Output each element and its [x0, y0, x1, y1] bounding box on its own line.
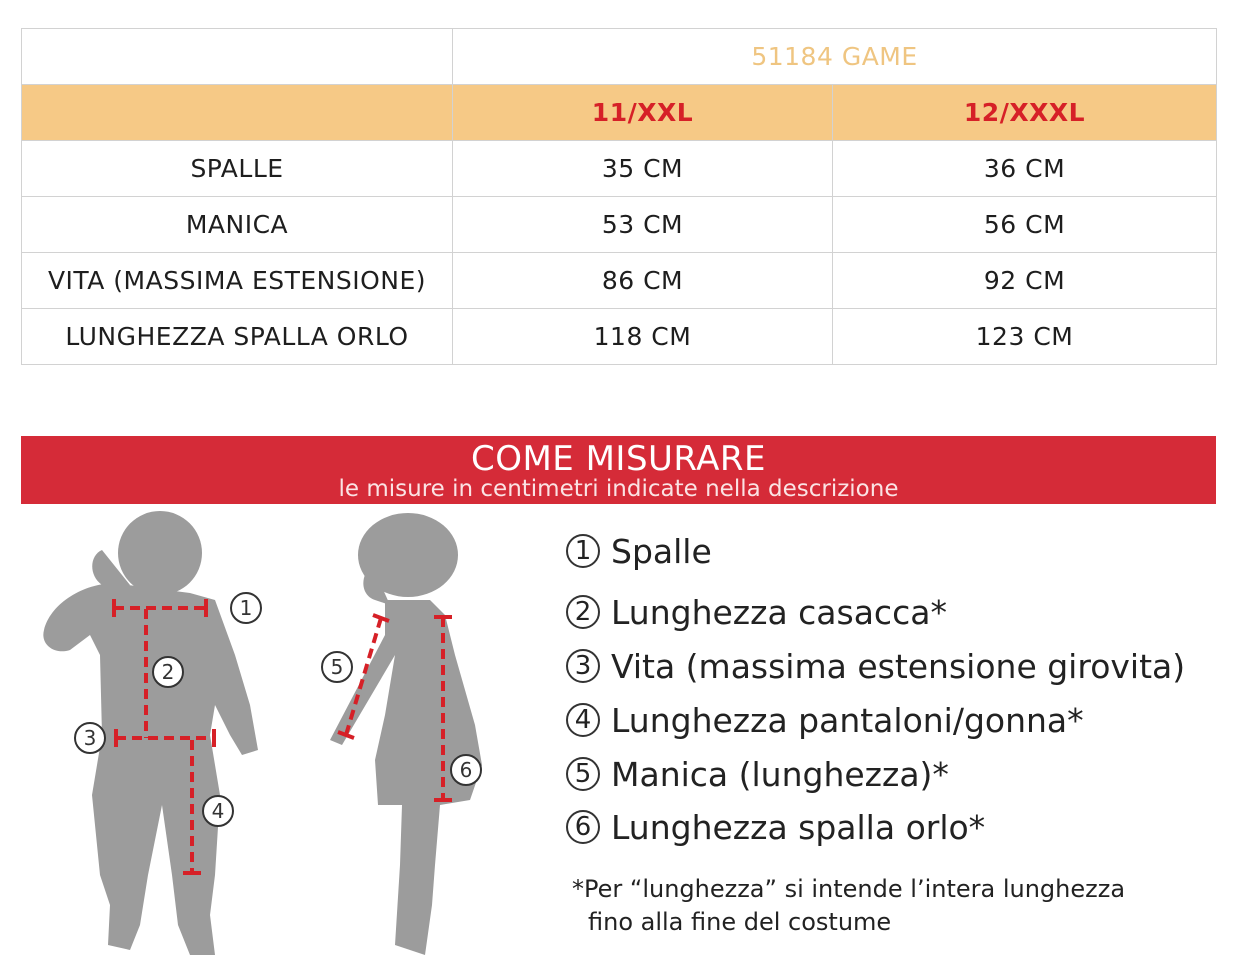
row-label: VITA (MASSIMA ESTENSIONE) — [22, 253, 453, 309]
row-value: 35 CM — [453, 141, 833, 197]
marker-2-label: 2 — [161, 660, 175, 684]
empty-corner-cell — [22, 29, 453, 85]
child-side-silhouette — [330, 513, 482, 955]
footnote-line-2: fino alla fine del costume — [588, 908, 892, 936]
footnote-line-1: *Per “lunghezza” si intende l’intera lunghezza — [572, 875, 1126, 903]
row-value: 86 CM — [453, 253, 833, 309]
empty-size-label-cell — [22, 85, 453, 141]
legend-text: Vita (massima estensione girovita) — [611, 647, 1186, 686]
legend-item — [566, 806, 985, 850]
table-row — [22, 253, 1217, 309]
legend-number: 6 — [566, 810, 600, 844]
legend-text: Lunghezza casacca* — [611, 593, 947, 632]
row-value: 53 CM — [453, 197, 833, 253]
legend-item — [566, 699, 1084, 743]
size-header-row — [22, 85, 1217, 141]
marker-5-label: 5 — [330, 655, 344, 679]
marker-6-label: 6 — [459, 758, 473, 782]
measurement-figures — [30, 505, 530, 970]
marker-3-label: 3 — [83, 726, 97, 750]
banner-subtitle: le misure in centimetri indicate nella descrizione — [338, 476, 899, 502]
legend-item — [566, 530, 712, 574]
marker-4-label: 4 — [211, 799, 225, 823]
legend-item — [566, 753, 949, 797]
legend-number: 4 — [566, 703, 600, 737]
row-value: 92 CM — [833, 253, 1217, 309]
legend-text: Manica (lunghezza)* — [611, 755, 949, 794]
legend-item — [566, 645, 1185, 689]
row-label: SPALLE — [22, 141, 453, 197]
row-value: 36 CM — [833, 141, 1217, 197]
row-label: MANICA — [22, 197, 453, 253]
table-row — [22, 197, 1217, 253]
row-value: 118 CM — [453, 309, 833, 365]
legend-text: Spalle — [611, 532, 712, 571]
legend-item — [566, 591, 947, 635]
legend-text: Lunghezza spalla orlo* — [611, 808, 986, 847]
legend-number: 3 — [566, 649, 600, 683]
how-to-measure-banner — [21, 436, 1216, 504]
row-value: 123 CM — [833, 309, 1217, 365]
model-row — [22, 29, 1217, 85]
legend-number: 2 — [566, 595, 600, 629]
length-footnote — [572, 873, 1222, 939]
table-row — [22, 141, 1217, 197]
legend-number: 5 — [566, 757, 600, 791]
size-header-2: 12/XXXL — [833, 85, 1217, 141]
marker-1-label: 1 — [239, 596, 253, 620]
row-value: 56 CM — [833, 197, 1217, 253]
size-header-1: 11/XXL — [453, 85, 833, 141]
banner-title: COME MISURARE — [470, 439, 767, 479]
size-table — [21, 28, 1217, 365]
legend-text: Lunghezza pantaloni/gonna* — [611, 701, 1084, 740]
model-name: 51184 GAME — [453, 29, 1217, 85]
table-row — [22, 309, 1217, 365]
row-label: LUNGHEZZA SPALLA ORLO — [22, 309, 453, 365]
legend-number: 1 — [566, 534, 600, 568]
